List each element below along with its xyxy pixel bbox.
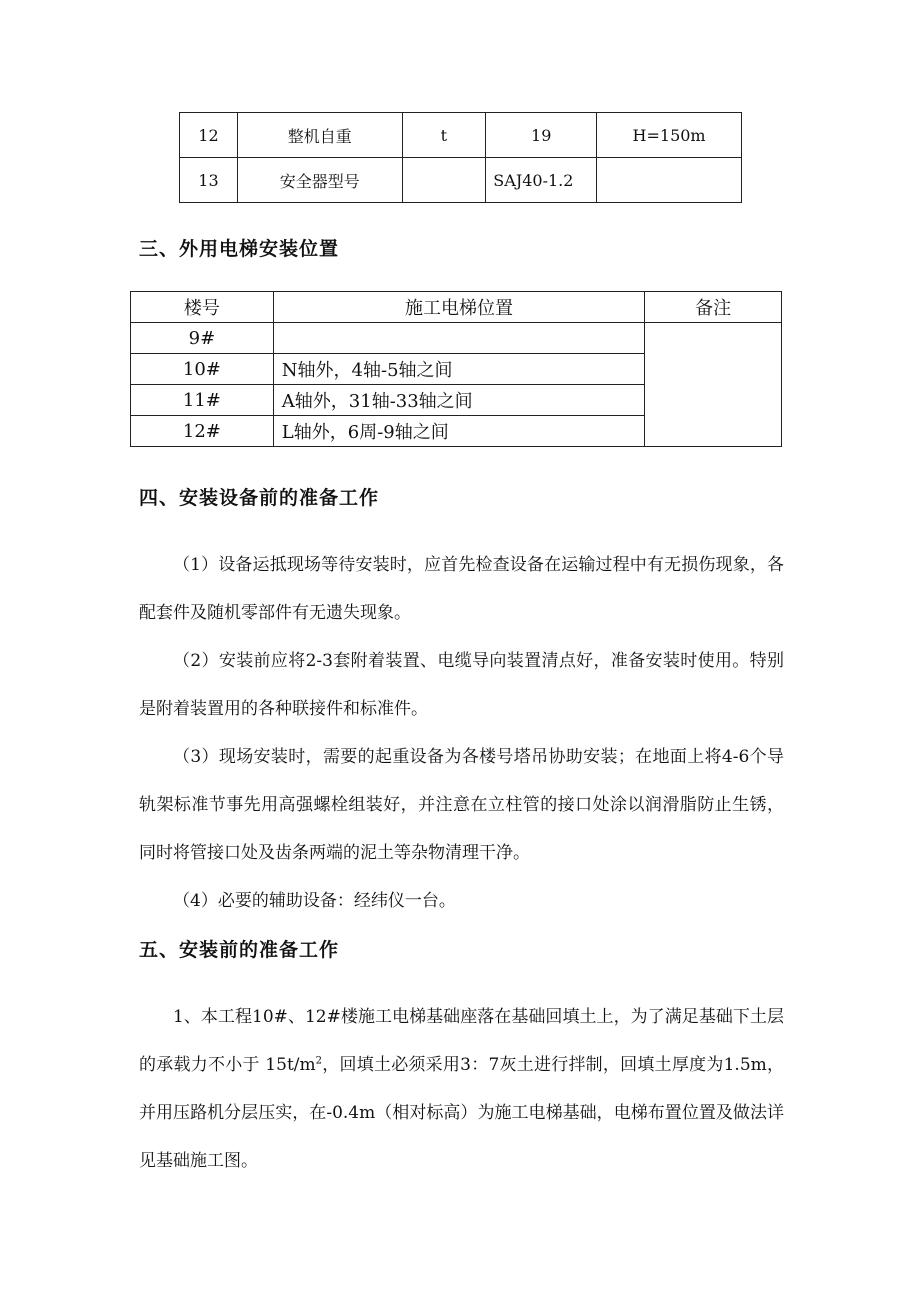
spec-name: 安全器型号 <box>237 158 402 203</box>
position-cell: A轴外，31轴-33轴之间 <box>273 385 644 416</box>
paragraph: （4）必要的辅助设备：经纬仪一台。 <box>173 891 456 911</box>
paragraph-text: 1、本工程10#、12#楼施工电梯基础座落在基础回填土上，为了满足基础下土层的承载力不小于 15t/m <box>139 1007 784 1075</box>
section4-title: 四、安装设备前的准备工作 <box>139 487 380 509</box>
spec-note <box>597 158 742 203</box>
table-header-row <box>131 292 782 323</box>
spec-value: 19 <box>486 113 597 158</box>
table-row <box>180 113 742 158</box>
paragraph-text: ，回填土必须采用3：7灰土进行拌制，回填土厚度为1.5m，并用压路机分层压实，在-0.4m（相对标高）为施工电梯基础，电梯布置位置及做法详见基础施工图。 <box>139 1055 784 1171</box>
position-cell: N轴外，4轴-5轴之间 <box>273 354 644 385</box>
location-table <box>130 291 782 447</box>
position-cell <box>273 323 644 354</box>
spec-value: SAJ40-1.2 <box>486 158 597 203</box>
paragraph <box>139 993 784 1185</box>
spec-unit: t <box>402 113 486 158</box>
note-cell <box>645 323 782 447</box>
spec-name: 整机自重 <box>237 113 402 158</box>
table-row <box>180 158 742 203</box>
building-cell: 9# <box>131 323 274 354</box>
spec-no: 12 <box>180 113 238 158</box>
section5-title: 五、安装前的准备工作 <box>139 939 340 961</box>
building-cell: 10# <box>131 354 274 385</box>
paragraph: （1）设备运抵现场等待安装时，应首先检查设备在运输过程中有无损伤现象，各配套件及随机零部件有无遗失现象。 <box>139 555 784 623</box>
table-row <box>131 323 782 354</box>
spec-note: H=150m <box>597 113 742 158</box>
spec-no: 13 <box>180 158 238 203</box>
building-cell: 12# <box>131 416 274 447</box>
spec-unit <box>402 158 486 203</box>
header-building: 楼号 <box>131 292 274 323</box>
position-cell: L轴外，6周-9轴之间 <box>273 416 644 447</box>
header-note: 备注 <box>645 292 782 323</box>
superscript: 2 <box>315 1055 322 1067</box>
paragraph: （3）现场安装时，需要的起重设备为各楼号塔吊协助安装；在地面上将4-6个导轨架标准节事先用高强螺栓组装好，并注意在立柱管的接口处涂以润滑脂防止生锈，同时将管接口处及齿条两端的泥土等杂物清理干净。 <box>139 747 784 863</box>
spec-table <box>179 112 742 203</box>
paragraph: （2）安装前应将2-3套附着装置、电缆导向装置清点好，准备安装时使用。特别是附着装置用的各种联接件和标准件。 <box>139 651 784 719</box>
header-position: 施工电梯位置 <box>273 292 644 323</box>
building-cell: 11# <box>131 385 274 416</box>
section3-title: 三、外用电梯安装位置 <box>139 238 340 260</box>
